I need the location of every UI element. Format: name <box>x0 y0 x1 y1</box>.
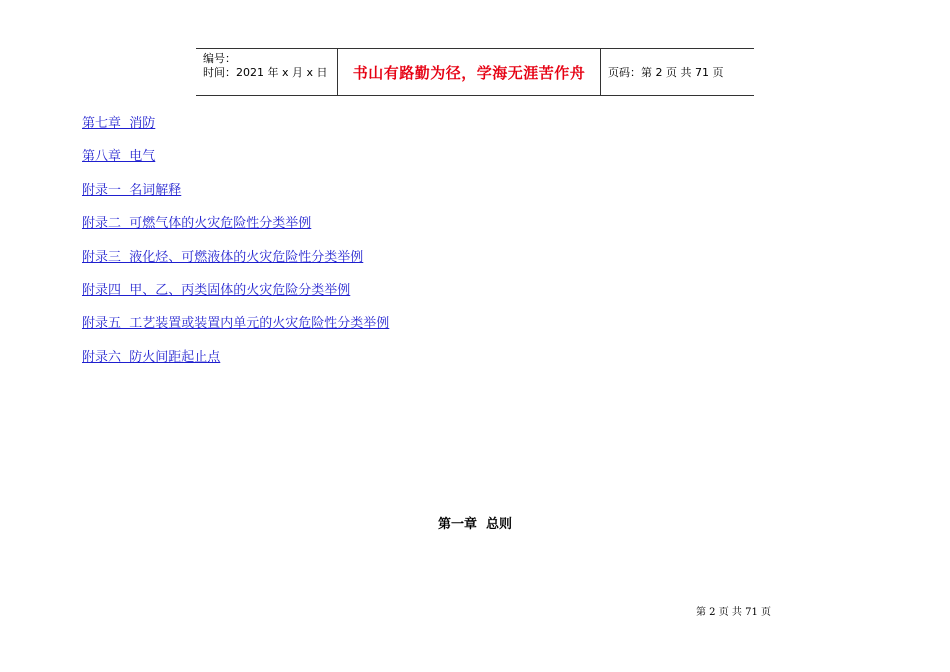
toc-link-chapter-7[interactable]: 第七章 消防 <box>82 116 156 131</box>
chapter-heading: 第一章 总则 <box>437 517 513 532</box>
page-footer: 第 2 页 共 71 页 <box>696 607 771 618</box>
toc-link-appendix-5[interactable]: 附录五 工艺装置或装置内单元的火灾危险性分类举例 <box>82 316 390 332</box>
toc-item <box>82 247 389 280</box>
toc-link-appendix-6[interactable]: 附录六 防火间距起止点 <box>82 349 221 365</box>
header-page-info: 页码：第 2 页 共 71 页 <box>608 66 724 79</box>
page-header <box>196 48 754 96</box>
number-label: 编号： <box>203 52 236 65</box>
toc-item <box>82 213 389 246</box>
time-label: 时间：2021 年 x 月 x 日 <box>203 66 328 79</box>
toc-item <box>82 313 389 346</box>
toc-link-chapter-8[interactable]: 第八章 电气 <box>82 149 156 165</box>
header-motto: 书山有路勤为径，学海无涯苦作舟 <box>337 49 601 95</box>
toc-item <box>82 180 389 213</box>
toc-item <box>82 113 389 146</box>
toc-link-appendix-2[interactable]: 附录二 可燃气体的火灾危险性分类举例 <box>82 216 312 232</box>
toc-item <box>82 280 389 313</box>
toc-link-appendix-1[interactable]: 附录一 名词解释 <box>82 182 182 198</box>
table-of-contents <box>82 113 389 380</box>
toc-item <box>82 347 389 380</box>
toc-item <box>82 146 389 179</box>
toc-link-appendix-3[interactable]: 附录三 液化烃、可燃液体的火灾危险性分类举例 <box>82 249 364 265</box>
toc-link-appendix-4[interactable]: 附录四 甲、乙、丙类固体的火灾危险分类举例 <box>82 282 351 298</box>
header-meta <box>196 49 337 95</box>
